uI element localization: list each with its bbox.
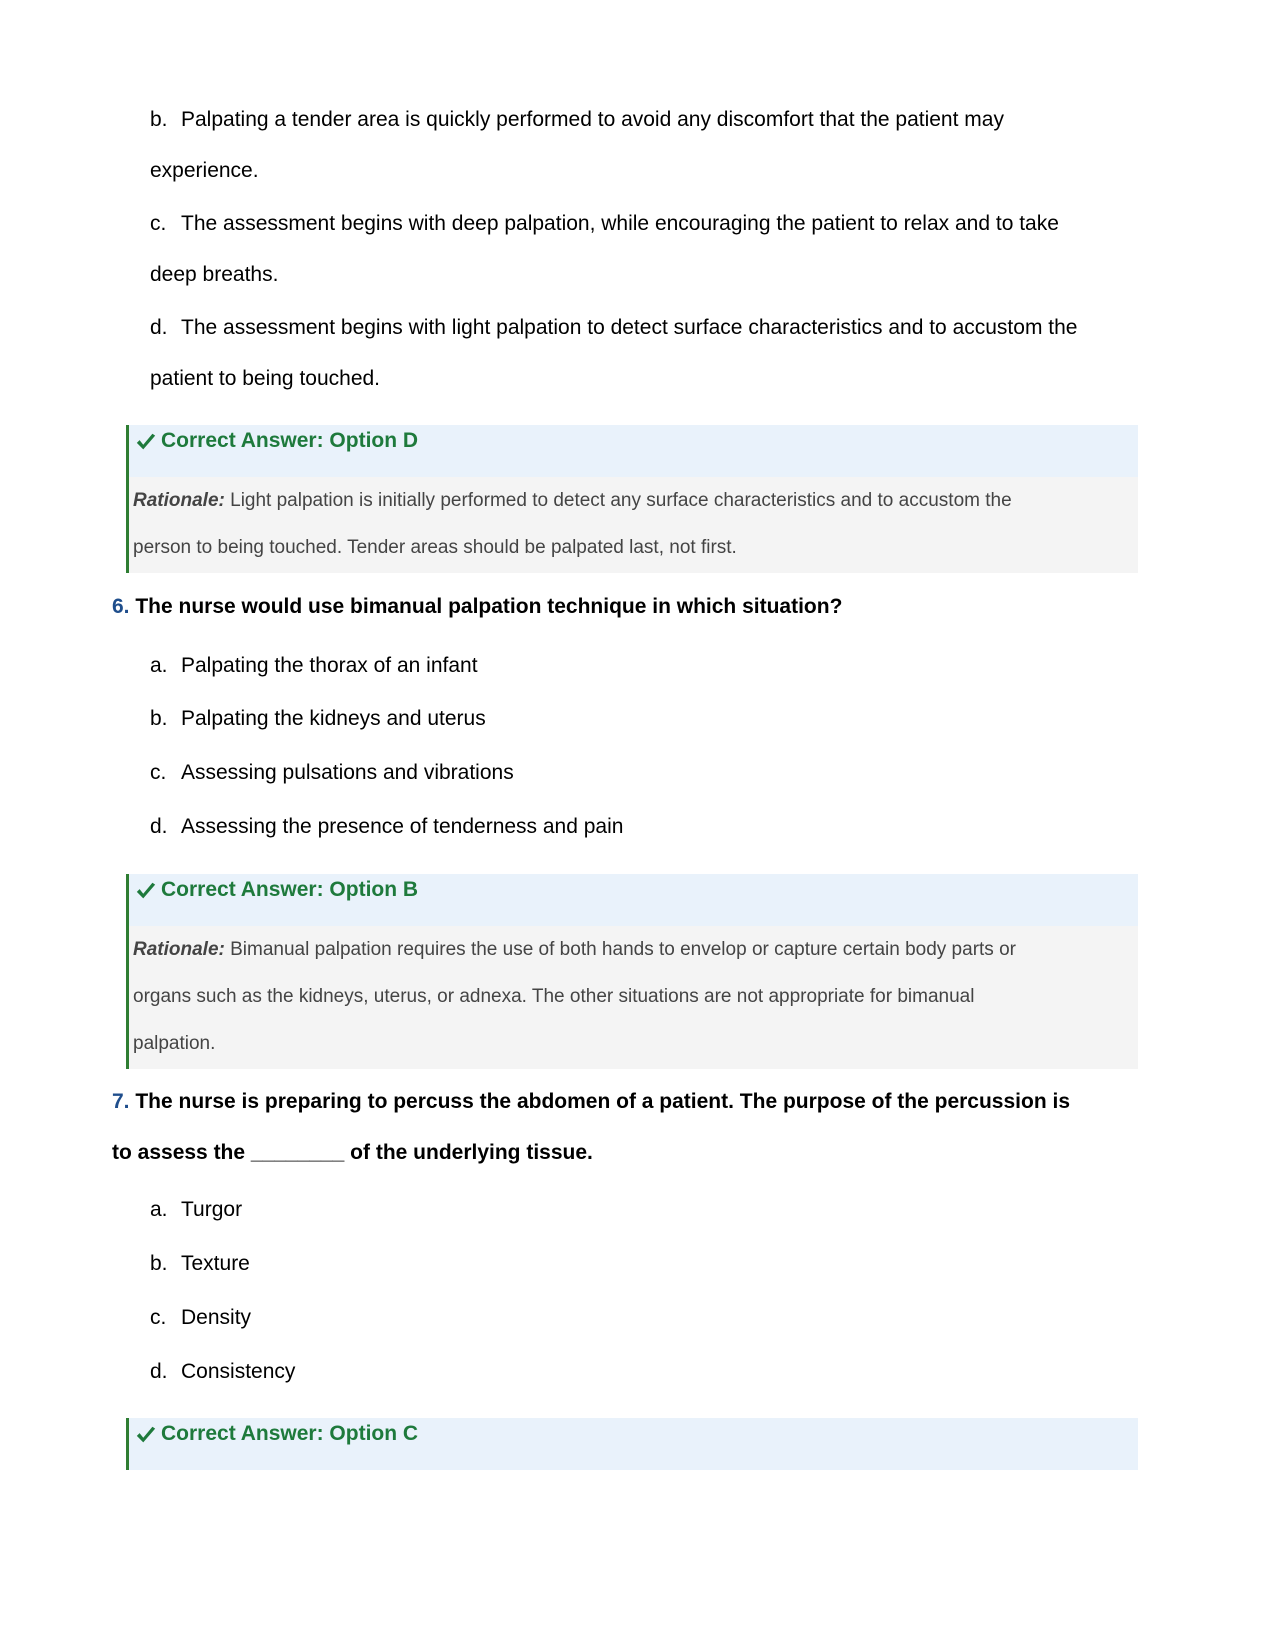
option-a <box>150 639 1160 693</box>
check-icon <box>135 431 157 453</box>
question-text: The nurse would use bimanual palpation technique in which situation? <box>129 595 843 618</box>
option-a <box>150 1183 1160 1237</box>
option-letter: d. <box>150 316 168 339</box>
option-b-continued <box>150 144 1160 198</box>
option-b <box>150 1237 1160 1291</box>
option-d <box>150 1345 1160 1399</box>
option-letter: b. <box>150 108 168 131</box>
question-text: The nurse is preparing to percuss the abdomen of a patient. The purpose of the percussion is <box>129 1090 1071 1113</box>
correct-answer-text: Correct Answer: Option C <box>161 1422 419 1445</box>
question-7 <box>112 1075 1172 1129</box>
option-b <box>150 93 1160 147</box>
option-text: The assessment begins with deep palpation, while encouraging the patient to relax and to take <box>181 212 1059 235</box>
check-icon <box>135 880 157 902</box>
option-text: deep breaths. <box>150 263 279 286</box>
option-c-continued <box>150 248 1160 302</box>
option-text: Density <box>181 1306 252 1329</box>
option-d <box>150 800 1160 854</box>
option-letter: a. <box>150 654 168 677</box>
question-number: 6. <box>112 595 130 618</box>
option-text: The assessment begins with light palpation to detect surface characteristics and to accustom the <box>181 316 1078 339</box>
check-icon <box>135 1424 157 1446</box>
option-letter: a. <box>150 1198 168 1221</box>
option-letter: d. <box>150 815 168 838</box>
answer-header <box>129 425 1138 477</box>
option-text: Palpating the kidneys and uterus <box>181 707 486 730</box>
question-6 <box>112 580 1172 634</box>
question-text: to assess the ________ of the underlying tissue. <box>112 1141 593 1164</box>
rationale-line: palpation. <box>133 1033 216 1054</box>
correct-answer-text: Correct Answer: Option B <box>161 878 419 901</box>
option-letter: d. <box>150 1360 168 1383</box>
option-text: Palpating a tender area is quickly performed to avoid any discomfort that the patient may <box>181 108 1004 131</box>
question-7-continued <box>112 1126 1172 1180</box>
option-letter: c. <box>150 761 167 784</box>
answer-header <box>129 1418 1138 1470</box>
option-b <box>150 692 1160 746</box>
option-d <box>150 301 1160 355</box>
option-d-continued <box>150 352 1160 406</box>
rationale <box>129 477 1138 573</box>
option-text: Texture <box>181 1252 250 1275</box>
option-letter: c. <box>150 1306 167 1329</box>
answer-header <box>129 874 1138 926</box>
option-text: Consistency <box>181 1360 296 1383</box>
option-letter: b. <box>150 707 168 730</box>
answer-box <box>126 874 1138 1069</box>
rationale-label: Rationale: <box>133 939 225 960</box>
rationale-text: Light palpation is initially performed to detect any surface characteristics and to accustom the <box>224 490 1012 511</box>
option-c <box>150 746 1160 800</box>
option-text: Turgor <box>181 1198 243 1221</box>
rationale-line <box>133 477 1128 524</box>
option-text: Assessing pulsations and vibrations <box>181 761 514 784</box>
answer-box <box>126 1418 1138 1470</box>
option-text: experience. <box>150 159 259 182</box>
rationale-text: Bimanual palpation requires the use of both hands to envelop or capture certain body parts or <box>224 939 1016 960</box>
option-letter: c. <box>150 212 167 235</box>
option-text: patient to being touched. <box>150 367 381 390</box>
question-number: 7. <box>112 1090 130 1113</box>
rationale-line: organs such as the kidneys, uterus, or adnexa. The other situations are not appropriate for bimanual <box>133 986 975 1007</box>
correct-answer-text: Correct Answer: Option D <box>161 429 419 452</box>
option-text: Assessing the presence of tenderness and pain <box>181 815 624 838</box>
answer-box <box>126 425 1138 573</box>
rationale-label: Rationale: <box>133 490 225 511</box>
rationale <box>129 926 1138 1069</box>
option-letter: b. <box>150 1252 168 1275</box>
rationale-line <box>133 926 1128 973</box>
option-text: Palpating the thorax of an infant <box>181 654 478 677</box>
rationale-line: person to being touched. Tender areas should be palpated last, not first. <box>133 537 737 558</box>
option-c <box>150 197 1160 251</box>
option-c <box>150 1291 1160 1345</box>
